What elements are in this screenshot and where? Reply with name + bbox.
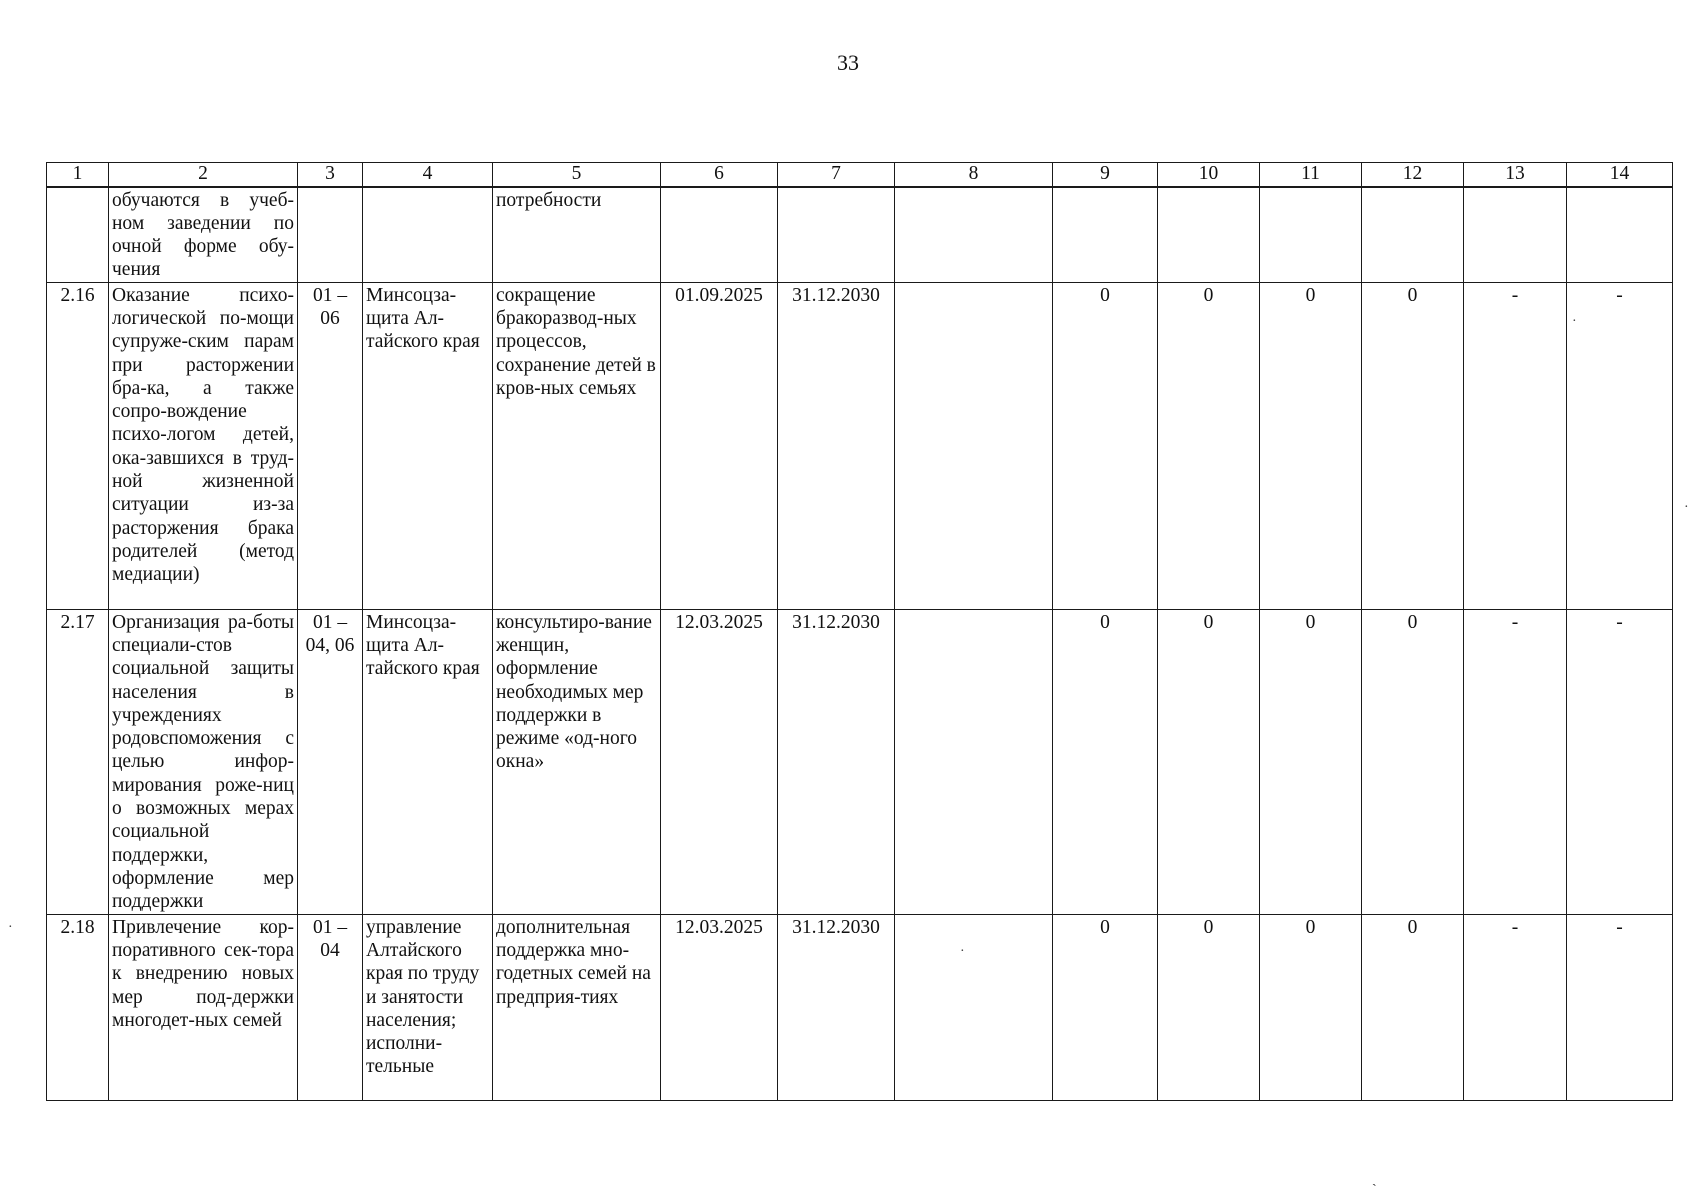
header-cell: 4 (363, 163, 493, 187)
header-cell: 8 (895, 163, 1053, 187)
value-cell: 0 (1053, 282, 1158, 609)
table-cell (778, 187, 895, 283)
page-number: 33 (837, 50, 859, 75)
executor: Минсоцза-щита Ал-тайского края (363, 609, 493, 914)
value-cell (895, 282, 1053, 609)
header-cell: 9 (1053, 163, 1158, 187)
value-cell: 0 (1158, 914, 1260, 1100)
value-cell: 0 (1260, 914, 1362, 1100)
end-date: 31.12.2030 (778, 609, 895, 914)
scan-speck: · (1572, 314, 1577, 329)
header-row (47, 163, 1673, 187)
scan-speck: · (960, 944, 965, 959)
table-cell (1158, 187, 1260, 283)
row-number: 2.18 (47, 914, 109, 1100)
table-row (47, 282, 1673, 609)
table-cell (298, 187, 363, 283)
header-cell: 5 (493, 163, 661, 187)
value-cell: - (1567, 914, 1673, 1100)
table-cell (47, 187, 109, 283)
executor: Минсоцза-щита Ал-тайского края (363, 282, 493, 609)
value-cell: 0 (1362, 914, 1464, 1100)
header-cell: 7 (778, 163, 895, 187)
continuation-result-text: потребности (493, 187, 661, 283)
scan-speck: · (1684, 500, 1689, 515)
start-date: 01.09.2025 (661, 282, 778, 609)
end-date: 31.12.2030 (778, 914, 895, 1100)
expected-result: дополнительная поддержка мно-годетных семей на предприя-тиях (493, 914, 661, 1100)
measure-name: Привлечение кор-поративного сек-тора к внедрению новых мер под-держки многодет-ных семей (109, 914, 298, 1100)
indicator-code: 01 – 06 (298, 282, 363, 609)
expected-result: сокращение бракоразвод-ных процессов, сохранение детей в кров-ных семьях (493, 282, 661, 609)
continuation-measure-text: обучаются в учеб-ном заведении по очной форме обу-чения (109, 187, 298, 283)
header-cell: 11 (1260, 163, 1362, 187)
measure-name: Оказание психо-логической по-мощи супруже-ским парам при расторжении бра-ка, а также сопро-вождение психо-логом детей, ока-завшихся в труд-ной жизненной ситуации из-за расторжения брака родителей (метод медиации) (109, 282, 298, 609)
value-cell: - (1567, 609, 1673, 914)
value-cell: 0 (1053, 609, 1158, 914)
measures-table (46, 162, 1673, 1101)
end-date: 31.12.2030 (778, 282, 895, 609)
value-cell (895, 914, 1053, 1100)
table-cell (1464, 187, 1567, 283)
start-date: 12.03.2025 (661, 914, 778, 1100)
header-cell: 14 (1567, 163, 1673, 187)
start-date: 12.03.2025 (661, 609, 778, 914)
value-cell: 0 (1158, 282, 1260, 609)
value-cell (895, 609, 1053, 914)
header-cell: 12 (1362, 163, 1464, 187)
table-cell (661, 187, 778, 283)
value-cell: 0 (1158, 609, 1260, 914)
value-cell: 0 (1362, 609, 1464, 914)
indicator-code: 01 – 04, 06 (298, 609, 363, 914)
header-cell: 1 (47, 163, 109, 187)
continuation-row (47, 187, 1673, 283)
table-row (47, 914, 1673, 1100)
row-number: 2.17 (47, 609, 109, 914)
header-cell: 3 (298, 163, 363, 187)
table-cell (1053, 187, 1158, 283)
table-cell (1567, 187, 1673, 283)
value-cell: 0 (1260, 609, 1362, 914)
header-cell: 13 (1464, 163, 1567, 187)
header-cell: 6 (661, 163, 778, 187)
value-cell: - (1567, 282, 1673, 609)
table-cell (1362, 187, 1464, 283)
scan-speck: ˎ (1372, 1172, 1377, 1187)
row-number: 2.16 (47, 282, 109, 609)
expected-result: консультиро-вание женщин, оформление необходимых мер поддержки в режиме «од-ного окна» (493, 609, 661, 914)
indicator-code: 01 – 04 (298, 914, 363, 1100)
header-cell: 10 (1158, 163, 1260, 187)
executor: управление Алтайского края по труду и занятости населения; исполни-тельные (363, 914, 493, 1100)
table-cell (363, 187, 493, 283)
value-cell: - (1464, 914, 1567, 1100)
value-cell: 0 (1362, 282, 1464, 609)
value-cell: - (1464, 282, 1567, 609)
measure-name: Организация ра-боты специали-стов социальной защиты населения в учреждениях родовспоможения с целью инфор-мирования роже-ниц о возможных мерах социальной поддержки, оформление мер поддержки (109, 609, 298, 914)
table-cell (895, 187, 1053, 283)
header-cell: 2 (109, 163, 298, 187)
value-cell: - (1464, 609, 1567, 914)
scan-speck: · (8, 920, 13, 935)
table-cell (1260, 187, 1362, 283)
value-cell: 0 (1053, 914, 1158, 1100)
value-cell: 0 (1260, 282, 1362, 609)
table-row (47, 609, 1673, 914)
